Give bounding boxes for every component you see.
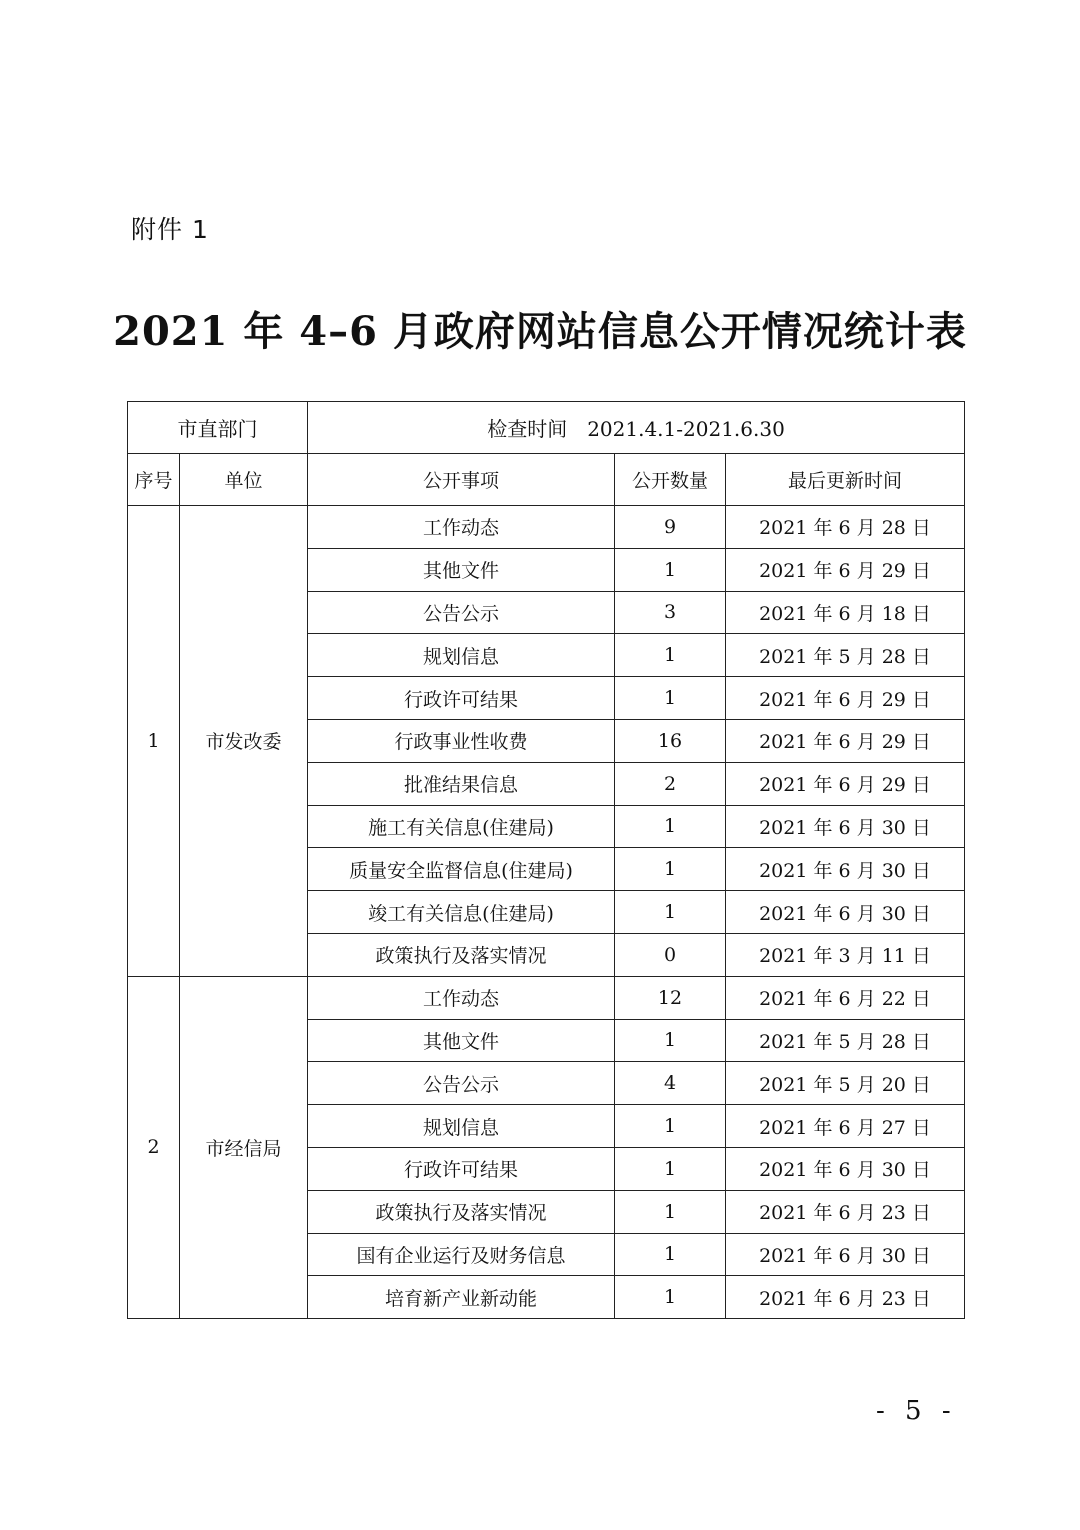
- date-cell: 2021 年 6 月 27 日: [726, 1105, 965, 1148]
- date-cell: 2021 年 6 月 29 日: [726, 677, 965, 720]
- date-cell: 2021 年 6 月 30 日: [726, 805, 965, 848]
- date-cell: 2021 年 6 月 30 日: [726, 848, 965, 891]
- unit-cell: 市发改委: [180, 506, 308, 977]
- count-cell: 1: [615, 677, 726, 720]
- item-cell: 工作动态: [308, 506, 615, 549]
- column-header-row: [128, 454, 965, 506]
- item-cell: 工作动态: [308, 976, 615, 1019]
- count-cell: 12: [615, 976, 726, 1019]
- date-cell: 2021 年 5 月 28 日: [726, 634, 965, 677]
- count-cell: 0: [615, 933, 726, 976]
- date-cell: 2021 年 6 月 30 日: [726, 1147, 965, 1190]
- item-cell: 培育新产业新动能: [308, 1276, 615, 1319]
- attachment-label: 附件 1: [131, 215, 209, 244]
- count-cell: 2: [615, 762, 726, 805]
- item-cell: 行政许可结果: [308, 1147, 615, 1190]
- seq-cell: 2: [128, 976, 180, 1318]
- count-cell: 1: [615, 634, 726, 677]
- unit-cell: 市经信局: [180, 976, 308, 1318]
- item-cell: 批准结果信息: [308, 762, 615, 805]
- count-cell: 1: [615, 1190, 726, 1233]
- count-cell: 1: [615, 1019, 726, 1062]
- header-row-dept: [128, 402, 965, 454]
- item-cell: 政策执行及落实情况: [308, 1190, 615, 1233]
- item-cell: 规划信息: [308, 1105, 615, 1148]
- date-cell: 2021 年 5 月 20 日: [726, 1062, 965, 1105]
- date-cell: 2021 年 6 月 23 日: [726, 1276, 965, 1319]
- date-cell: 2021 年 6 月 18 日: [726, 591, 965, 634]
- page-title: 2021 年 4–6 月政府网站信息公开情况统计表: [113, 308, 967, 355]
- count-cell: 16: [615, 719, 726, 762]
- item-cell: 公告公示: [308, 1062, 615, 1105]
- item-cell: 其他文件: [308, 548, 615, 591]
- item-cell: 政策执行及落实情况: [308, 933, 615, 976]
- column-header-item: 公开事项: [308, 454, 615, 506]
- column-header-count: 公开数量: [615, 454, 726, 506]
- page-number: - 5 -: [876, 1396, 957, 1426]
- date-cell: 2021 年 6 月 28 日: [726, 506, 965, 549]
- dept-type-cell: 市直部门: [128, 402, 308, 454]
- count-cell: 1: [615, 1276, 726, 1319]
- table-row: [128, 506, 965, 549]
- count-cell: 3: [615, 591, 726, 634]
- count-cell: 1: [615, 891, 726, 934]
- item-cell: 行政许可结果: [308, 677, 615, 720]
- column-header-seq: 序号: [128, 454, 180, 506]
- date-cell: 2021 年 6 月 23 日: [726, 1190, 965, 1233]
- count-cell: 1: [615, 1147, 726, 1190]
- date-cell: 2021 年 5 月 28 日: [726, 1019, 965, 1062]
- count-cell: 9: [615, 506, 726, 549]
- date-cell: 2021 年 6 月 30 日: [726, 1233, 965, 1276]
- statistics-table: [127, 401, 965, 1319]
- count-cell: 1: [615, 1233, 726, 1276]
- item-cell: 行政事业性收费: [308, 719, 615, 762]
- date-cell: 2021 年 6 月 29 日: [726, 762, 965, 805]
- item-cell: 质量安全监督信息(住建局): [308, 848, 615, 891]
- item-cell: 竣工有关信息(住建局): [308, 891, 615, 934]
- count-cell: 1: [615, 548, 726, 591]
- date-cell: 2021 年 6 月 22 日: [726, 976, 965, 1019]
- count-cell: 4: [615, 1062, 726, 1105]
- count-cell: 1: [615, 1105, 726, 1148]
- date-cell: 2021 年 6 月 30 日: [726, 891, 965, 934]
- date-cell: 2021 年 3 月 11 日: [726, 933, 965, 976]
- item-cell: 国有企业运行及财务信息: [308, 1233, 615, 1276]
- count-cell: 1: [615, 805, 726, 848]
- count-cell: 1: [615, 848, 726, 891]
- table-row: [128, 976, 965, 1019]
- item-cell: 其他文件: [308, 1019, 615, 1062]
- statistics-table-body: [128, 402, 965, 1319]
- item-cell: 公告公示: [308, 591, 615, 634]
- check-period-cell: 检查时间 2021.4.1-2021.6.30: [308, 402, 965, 454]
- item-cell: 施工有关信息(住建局): [308, 805, 615, 848]
- column-header-last-update: 最后更新时间: [726, 454, 965, 506]
- column-header-unit: 单位: [180, 454, 308, 506]
- item-cell: 规划信息: [308, 634, 615, 677]
- date-cell: 2021 年 6 月 29 日: [726, 548, 965, 591]
- date-cell: 2021 年 6 月 29 日: [726, 719, 965, 762]
- seq-cell: 1: [128, 506, 180, 977]
